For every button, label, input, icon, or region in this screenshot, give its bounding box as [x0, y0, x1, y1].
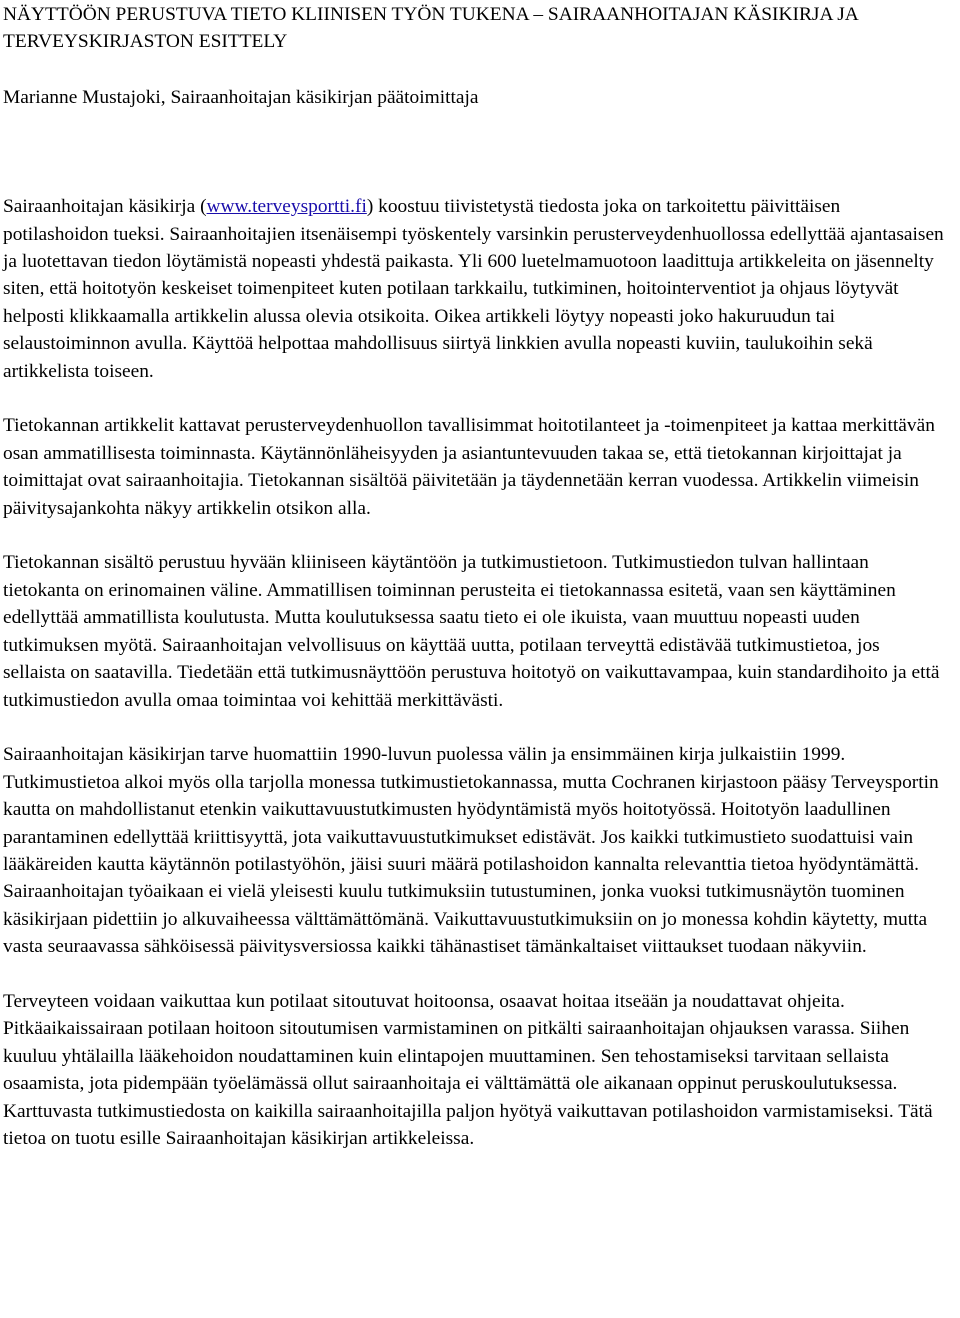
paragraph-3: Tietokannan sisältö perustuu hyvään kliiniseen käytäntöön ja tutkimustietoon. Tutkimustiedon tulvan hallintaan tietokanta on erinomainen väline. Ammatillisen toiminnan perusteita ei tietokannassa esitetä, vaan sen käyttäminen edellyttää ammatillista koulutusta. Mutta koulutuksessa saatu tieto ei ole ikuista, vaan muuttuu nopeasti uuden tutkimuksen myötä. Sairaanhoitajan velvollisuus on käyttää uutta, potilaan terveyttä edistävää tutkimustietoa, jos sellaista on saatavilla. Tiedetään että tutkimusnäyttöön perustuva hoitotyö on vaikuttavampaa, kuin standardihoito ja että tutkimustiedon avulla omaa toimintaa voi kehittää merkittävästi.	[3, 552, 940, 711]
terveysportti-link[interactable]: www.terveysportti.fi	[206, 196, 367, 218]
paragraph-1-intro: Sairaanhoitajan käsikirja (	[3, 196, 207, 218]
paragraph-1-body: ) koostuu tiivistetystä tiedosta joka on tarkoitettu päivittäisen potilashoidon tueksi. Sairaanhoitajien itsenäisempi työskentely varsinkin perusterveydenhuollossa edellyttää ajantasaisen ja luotettavan tiedon löytämistä nopeasti yhdestä paikasta. Yli 600 luetelmamuotoon laadittuja artikkeleita on jäsennelty siten, että hoitotyön keskeiset toimenpiteet kuten potilaan tarkkailu, tutkiminen, hoitointerventiot ja ohjaus löytyvät helposti klikkaamalla artikkelin alussa olevia otsikoita. Oikea artikkeli löytyy nopeasti joko hakuruudun tai selaustoiminnon avulla. Käyttöä helpottaa mahdollisuus siirtyä linkkien avulla nopeasti kuviin, taulukoihin sekä artikkelista toiseen.	[3, 196, 944, 382]
paragraph-5: Terveyteen voidaan vaikuttaa kun potilaat sitoutuvat hoitoonsa, osaavat hoitaa itseään ja noudattavat ohjeita. Pitkäaikaissairaan potilaan hoitoon sitoutumisen varmistaminen on pitkälti sairaanhoitajan ohjauksen varassa. Siihen kuuluu yhtälailla lääkehoidon noudattaminen kuin elintapojen muuttaminen. Sen tehostamiseksi tarvitaan sellaista osaamista, jota pidempään työelämässä ollut sairaanhoitaja ei välttämättä ole aikanaan oppinut peruskoulutuksessa. Karttuvasta tutkimustiedosta on kaikilla sairaanhoitajilla paljon hyötyä vaikuttavan potilashoidon varmistamiseksi. Tätä tietoa on tuotu esille Sairaanhoitajan käsikirjan artikkeleissa.	[3, 990, 933, 1149]
author-line: Marianne Mustajoki, Sairaanhoitajan käsikirjan päätoimittaja	[3, 86, 479, 108]
paragraph-4: Sairaanhoitajan käsikirjan tarve huomattiin 1990-luvun puolessa välin ja ensimmäinen kirja julkaistiin 1999. Tutkimustietoa alkoi myös olla tarjolla monessa tutkimustietokannassa, mutta Cochranen kirjastoon pääsy Terveysportin kautta on mahdollistanut etenkin vaikuttavuustutkimusten hyödyntämistä myös hoitotyössä. Hoitotyön laadullinen parantaminen edellyttää kriittisyyttä, jota vaikuttavuustutkimukset edistävät. Jos kaikki tutkimustieto suodattuisi vain lääkäreiden kautta käytännön potilastyöhön, jäisi suuri määrä potilashoidon kannalta relevanttia tietoa hyödyntämättä. Sairaanhoitajan työaikaan ei vielä yleisesti kuulu tutkimuksiin tutustuminen, jonka vuoksi tutkimusnäytön tuominen käsikirjaan pidettiin jo alkuvaiheessa välttämättömänä. Vaikuttavuustutkimuksiin on jo monessa kohdin käytetty, mutta vasta seuraavassa sähköisessä päivitysversiossa kaikki tähänastiset tämänkaltaiset viittaukset tuodaan näkyviin.	[3, 744, 939, 958]
paragraph-2: Tietokannan artikkelit kattavat perusterveydenhuollon tavallisimmat hoitotilanteet ja -toimenpiteet ja kattaa merkittävän osan ammatillisesta toiminnasta. Käytännönläheisyyden ja asiantuntevuuden takaa se, että tietokannan kirjoittajat ja toimittajat ovat sairaanhoitajia. Tietokannan sisältöä päivitetään ja täydennetään kerran vuodessa. Artikkelin viimeisin päivitysajankohta näkyy artikkelin otsikon alla.	[3, 415, 935, 519]
paragraph-1	[3, 193, 946, 385]
document-title: NÄYTTÖÖN PERUSTUVA TIETO KLIINISEN TYÖN TUKENA – SAIRAANHOITAJAN KÄSIKIRJA JA TERVEYSKIRJASTON ESITTELY	[3, 4, 858, 53]
